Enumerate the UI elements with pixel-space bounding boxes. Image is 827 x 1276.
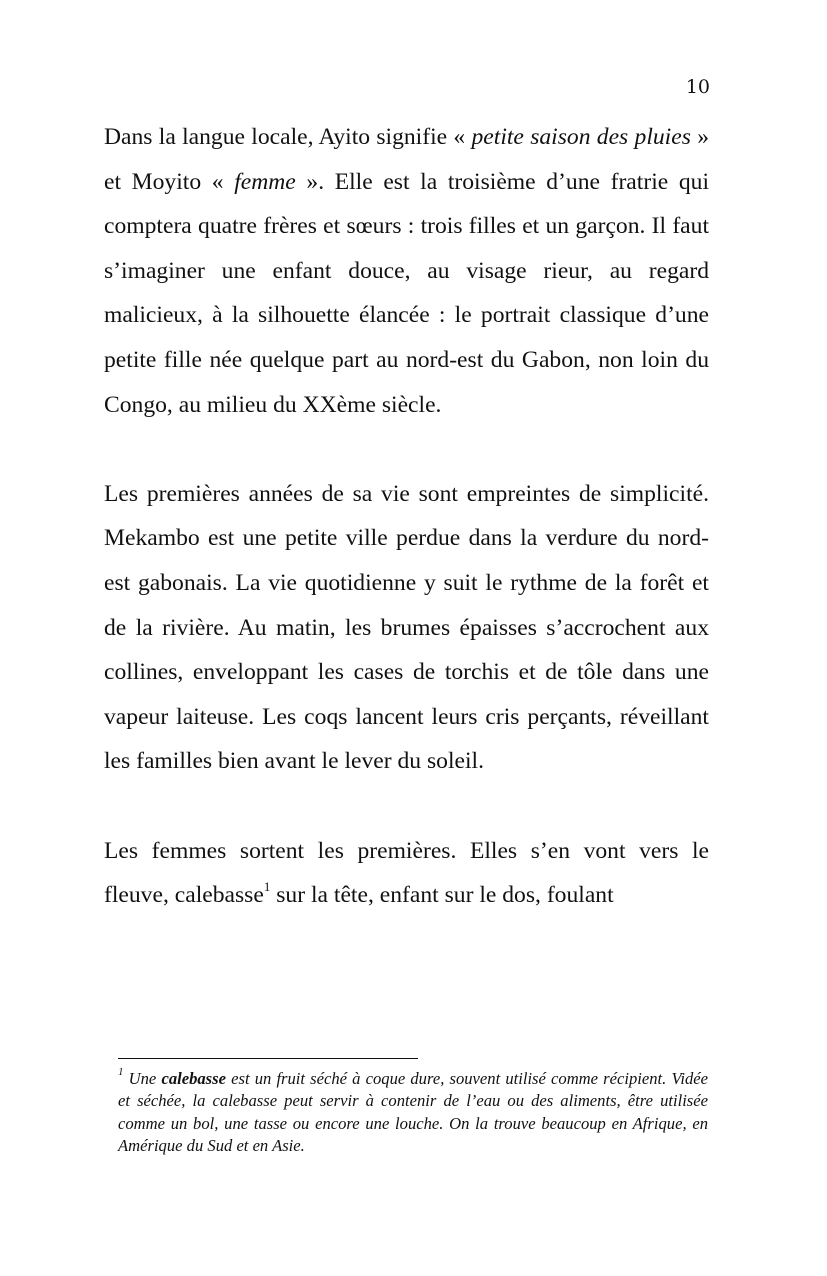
paragraph-3 (104, 829, 709, 918)
paragraph-3-text-b: sur la tête, enfant sur le dos, foulant (270, 882, 614, 909)
body-text (104, 115, 709, 918)
paragraph-1-italic-1: petite saison des pluies (471, 124, 691, 150)
footnote-divider (118, 1058, 418, 1059)
paragraph-2: Les premières années de sa vie sont empreintes de simplicité. Mekambo est une petite ville perdue dans la verdure du nord-est gabonais. La vie quotidienne y suit le rythme de la forêt et de la rivière. Au matin, les brumes épaisses s’accrochent aux collines, enveloppant les cases de torchis et de tôle dans une vapeur laiteuse. Les coqs lancent leurs cris perçants, réveillant les familles bien avant le lever du soleil. (104, 480, 709, 775)
page-number: 10 (685, 76, 710, 98)
paragraph-3-text-a: Les femmes sortent les premières. Elles s’en vont vers le fleuve, calebasse (104, 837, 709, 909)
footnote-term: calebasse (161, 1069, 226, 1088)
footnote-reference[interactable]: 1 (263, 879, 271, 895)
paragraph-1-text-a: Dans la langue locale, Ayito signifie « (104, 124, 472, 150)
paragraph-1-text-b: » et Moyito « (104, 124, 709, 195)
footnote-marker: 1 (118, 1066, 124, 1079)
footnote (118, 1068, 708, 1157)
footnote-text: est un fruit séché à coque dure, souvent utilisé comme récipient. Vidée et séchée, la calebasse peut servir à contenir de l’eau ou des aliments, être utilisée comme un bol, une tasse ou encore une louche. On la trouve beaucoup en Afrique, en Amérique du Sud et en Asie. (118, 1069, 708, 1155)
paragraph-1-text-c: ». Elle est la troisième d’une fratrie qui comptera quatre frères et sœurs : trois filles et un garçon. Il faut s’imaginer une enfant douce, au visage rieur, au regard malicieux, à la silhouette élancée : le portrait classique d’une petite fille née quelque part au nord-est du Gabon, non loin du Congo, au milieu du XXème siècle. (104, 168, 709, 418)
paragraph-1 (104, 115, 709, 427)
paragraph-1-italic-2: femme (234, 168, 296, 195)
footnote-lead: Une (123, 1069, 162, 1088)
